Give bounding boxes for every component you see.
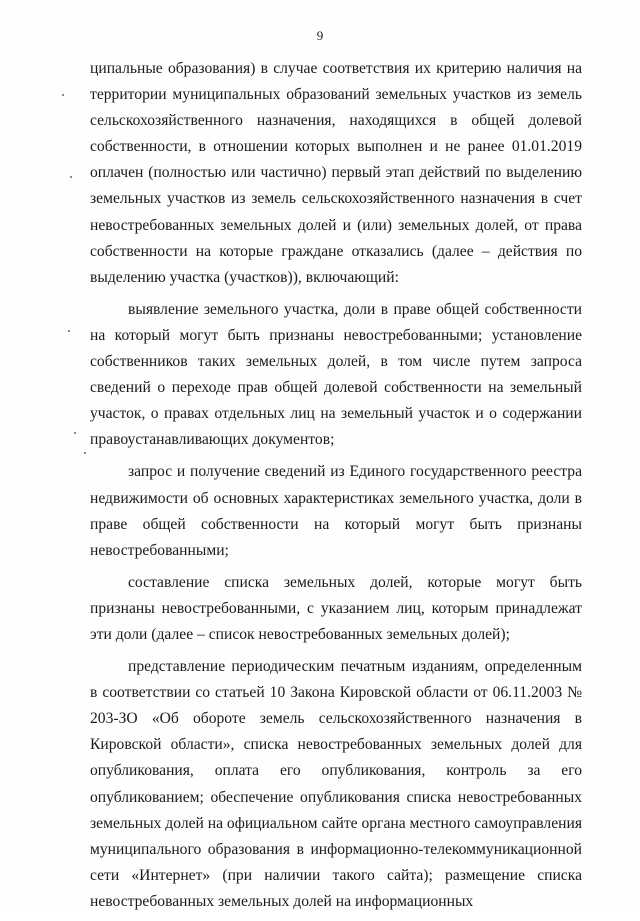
- scan-speck: [62, 94, 64, 96]
- scan-speck: [70, 176, 72, 178]
- scan-speck: [74, 432, 76, 434]
- page-number: 9: [316, 28, 324, 43]
- paragraph-intro: ципальные образования) в случае соответствия их критерию наличия на территории муниципальных образований земельных участков из земель сельскохозяйственного назначения, находящихся в общей долевой собственности, в отношении которых выполнен и не ранее 01.01.2019 оплачен (полностью или частично) первый этап действий по выделению земельных участков из земель сельскохозяйственного назначения в счет невостребованных земельных долей и (или) земельных долей, от права собственности на которые граждане отказались (далее – действия по выделению участка (участков)), включающий:: [90, 60, 582, 286]
- scan-speck: [68, 330, 70, 332]
- document-body: [90, 56, 582, 921]
- paragraph-publication: представление периодическим печатным изданиям, определенным в соответствии со статьей 10 Закона Кировской области от 06.11.2003 № 203-ЗО «Об обороте земель сельскохозяйственного назначения в Кировской области», списка невостребованных земельных долей для опубликования, оплата его опубликования, контроль за его опубликованием; обеспечение опубликования списка невостребованных земельных долей на официальном сайте органа местного самоуправления муниципального образования в информационно-телекоммуникационной сети «Интернет» (при наличии такого сайта); размещение списка невостребованных земельных долей на информационных: [90, 658, 582, 910]
- paragraph-list-compilation: составление списка земельных долей, которые могут быть признаны невостребованными, с указанием лиц, которым принадлежат эти доли (далее – список невостребованных земельных долей);: [90, 573, 582, 643]
- paragraph-identification: выявление земельного участка, доли в праве общей собственности на который могут быть признаны невостребованными; установление собственников таких земельных долей, в том числе путем запроса сведений о переходе прав общей долевой собственности на земельный участок, о правах отдельных лиц на земельный участок и о содержании правоустанавливающих документов;: [90, 300, 582, 449]
- scan-speck: [84, 452, 86, 454]
- paragraph-registry-request: запрос и получение сведений из Единого государственного реестра недвижимости об основных характеристиках земельного участка, доли в праве общей собственности на который могут быть признаны невостребованными;: [90, 463, 582, 559]
